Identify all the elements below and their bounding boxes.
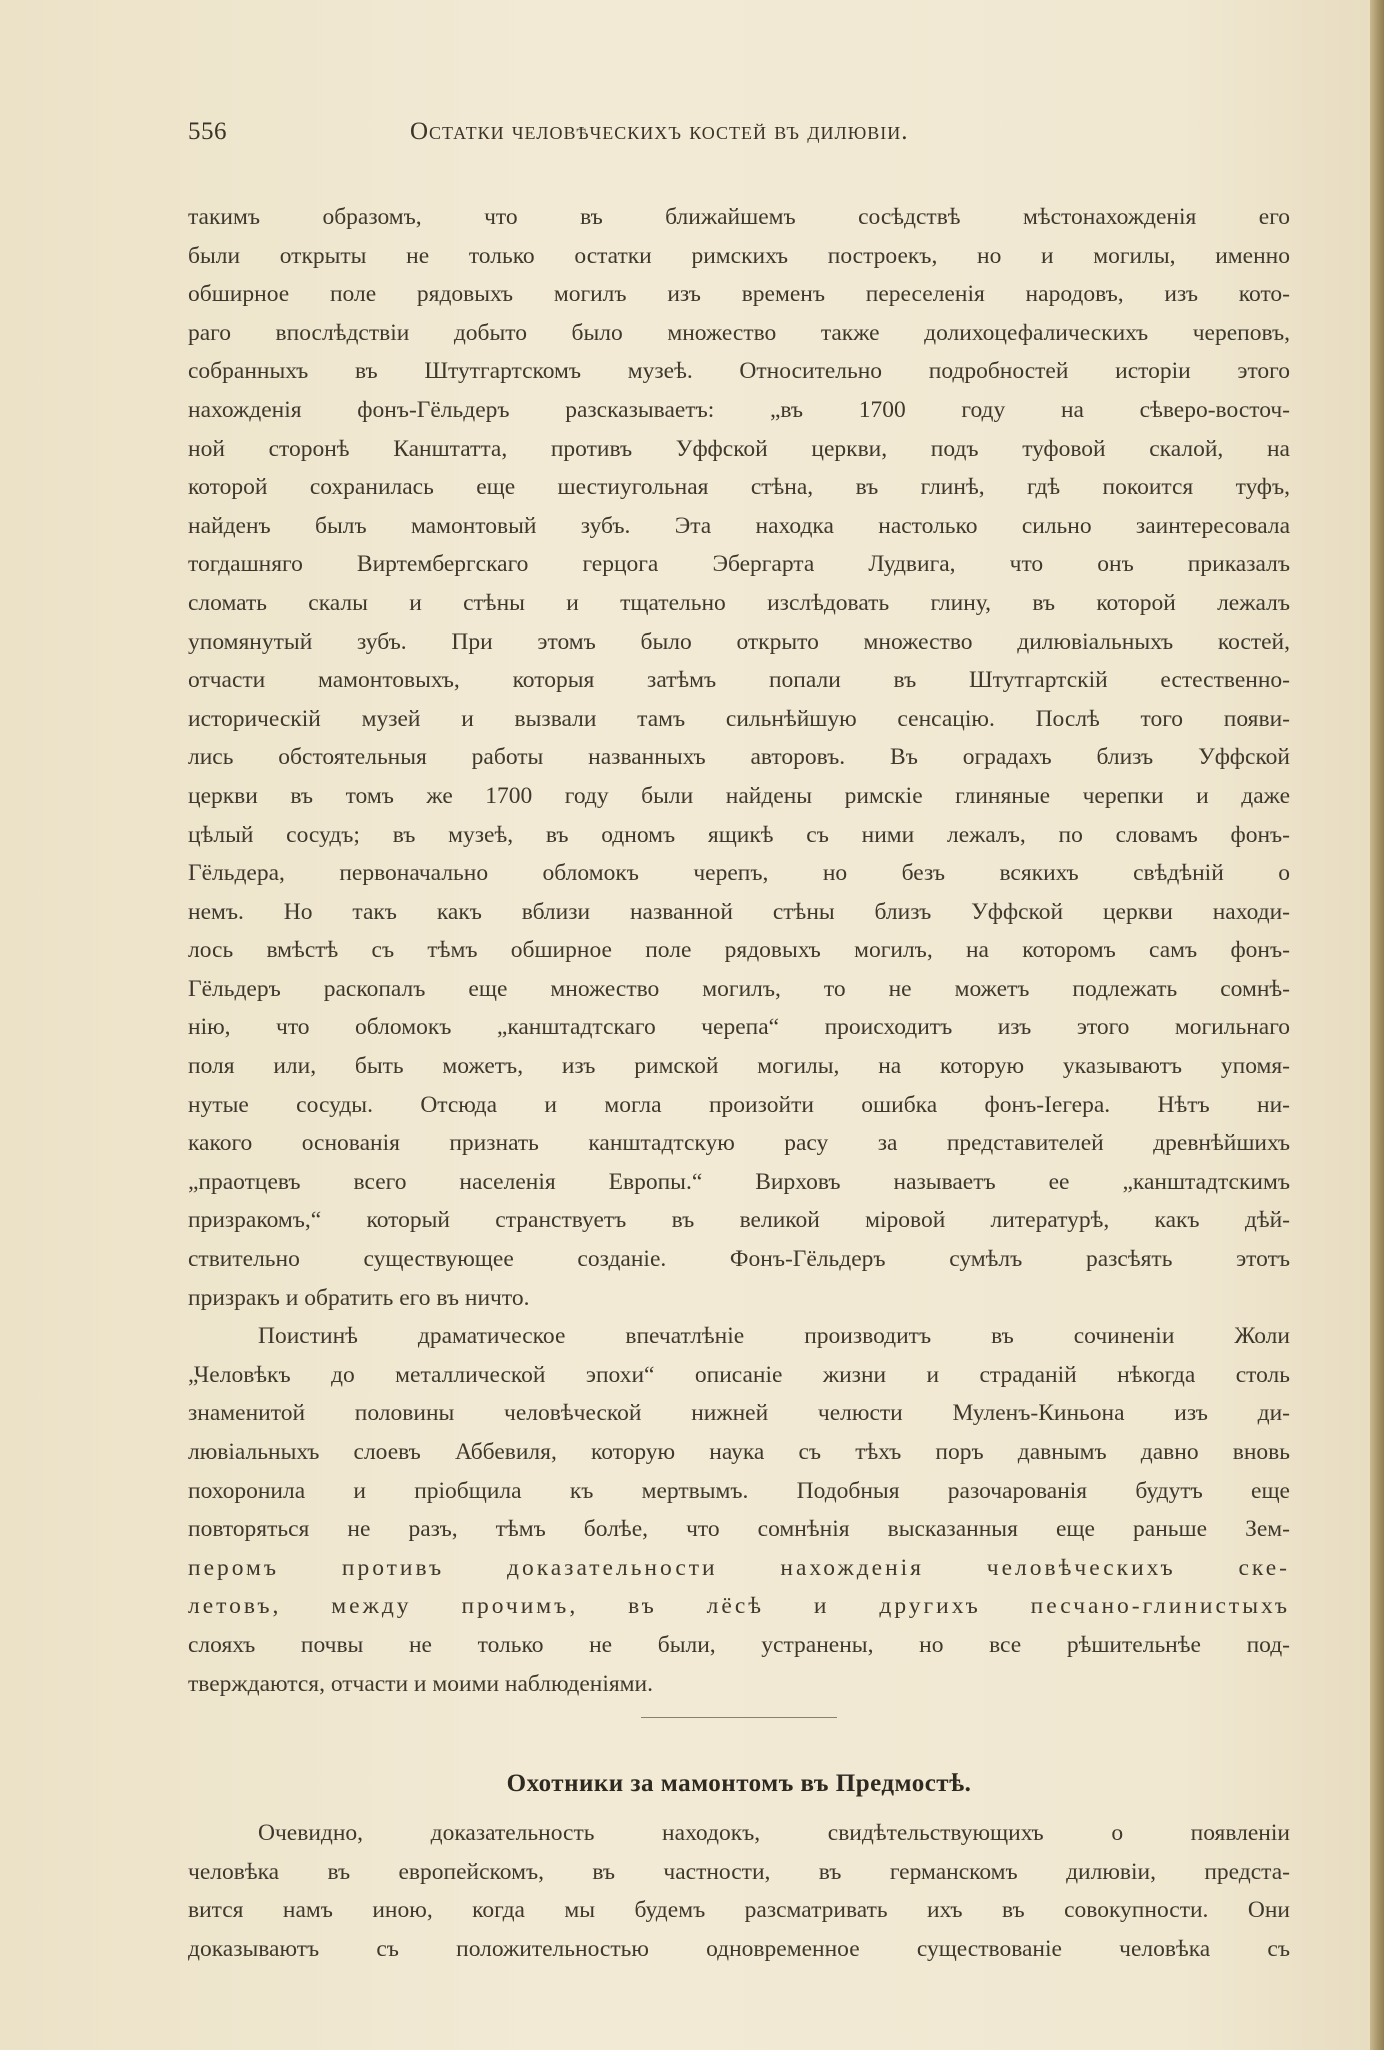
text-line: человѣка въ европейскомъ, въ частности, въ германскомъ дилювіи, предста- bbox=[188, 1858, 1290, 1885]
text-line: лось вмѣстѣ съ тѣмъ обширное поле рядовыхъ могилъ, на которомъ самъ фонъ- bbox=[188, 937, 1290, 964]
page-header bbox=[188, 112, 1288, 152]
text-line: какого основанія признать канштадтскую расу за представителей древнѣйшихъ bbox=[188, 1130, 1290, 1157]
text-line: призракомъ,“ который странствуетъ въ великой міровой литературѣ, какъ дѣй- bbox=[188, 1207, 1290, 1234]
section-divider bbox=[641, 1717, 837, 1718]
text-line: церкви въ томъ же 1700 году были найдены римскіе глиняные черепки и даже bbox=[188, 782, 1290, 809]
text-line: лювіальныхъ слоевъ Аббевиля, которую наука съ тѣхъ поръ давнымъ давно вновь bbox=[188, 1439, 1290, 1465]
page-edge-shadow bbox=[1370, 0, 1384, 2050]
text-line: отчасти мамонтовыхъ, которыя затѣмъ попали въ Штутгартскій естественно- bbox=[188, 667, 1290, 694]
text-line: сломать скалы и стѣны и тщательно изслѣдовать глину, въ которой лежалъ bbox=[188, 589, 1290, 616]
text-line: летовъ, между прочимъ, въ лёсѣ и другихъ песчано-глинистыхъ bbox=[188, 1593, 1290, 1620]
body-text bbox=[188, 198, 1290, 1969]
text-line: лись обстоятельныя работы названныхъ авторовъ. Въ оградахъ близъ Уффской bbox=[188, 744, 1290, 771]
text-line: нахожденія фонъ-Гёльдеръ разсказываетъ: „въ 1700 году на сѣверо-восточ- bbox=[188, 396, 1290, 423]
text-line: найденъ былъ мамонтовый зубъ. Эта находка настолько сильно заинтересовала bbox=[188, 512, 1290, 539]
text-line: тогдашняго Виртембергскаго герцога Эбергарта Лудвига, что онъ приказалъ bbox=[188, 551, 1290, 578]
text-line: историческій музей и вызвали тамъ сильнѣйшую сенсацію. Послѣ того появи- bbox=[188, 705, 1290, 732]
text-line: поля или, быть можетъ, изъ римской могилы, на которую указываютъ упомя- bbox=[188, 1053, 1290, 1080]
section-heading: Охотники за мамонтомъ въ Предмостѣ. bbox=[506, 1770, 972, 1798]
text-line: перомъ противъ доказательности нахожденія человѣческихъ ске- bbox=[188, 1554, 1290, 1581]
text-line: вится намъ иною, когда мы будемъ разсматривать ихъ въ совокупности. Они bbox=[188, 1897, 1290, 1924]
text-line: призракъ и обратить его въ ничто. bbox=[188, 1284, 530, 1311]
text-line: „Человѣкъ до металлической эпохи“ описаніе жизни и страданій нѣкогда столь bbox=[188, 1361, 1290, 1388]
text-line: „праотцевъ всего населенія Европы.“ Вирховъ называетъ ее „канштадтскимъ bbox=[188, 1168, 1290, 1195]
text-line: слояхъ почвы не только не были, устранены, но все рѣшительнѣе под- bbox=[188, 1631, 1290, 1658]
text-line: такимъ образомъ, что въ ближайшемъ сосѣдствѣ мѣстонахожденія его bbox=[188, 204, 1290, 230]
text-line: собранныхъ въ Штутгартскомъ музеѣ. Относительно подробностей исторіи этого bbox=[188, 358, 1290, 385]
text-line: Поистинѣ драматическое впечатлѣніе производитъ въ сочиненіи Жоли bbox=[258, 1323, 1290, 1350]
paragraph-2 bbox=[188, 1317, 1290, 1703]
text-line: доказываютъ съ положительностью одновременное существованіе человѣка съ bbox=[188, 1935, 1290, 1962]
page-number: 556 bbox=[188, 118, 227, 145]
paragraph-1 bbox=[188, 198, 1290, 1317]
text-line: ной сторонѣ Канштатта, противъ Уффской церкви, подъ туфовой скалой, на bbox=[188, 435, 1290, 462]
text-line: которой сохранилась еще шестиугольная стѣна, въ глинѣ, гдѣ покоится туфъ, bbox=[188, 474, 1290, 501]
text-line: Очевидно, доказательность находокъ, свидѣтельствующихъ о появленіи bbox=[258, 1820, 1290, 1847]
text-line: были открыты не только остатки римскихъ построекъ, но и могилы, именно bbox=[188, 242, 1290, 269]
text-line: немъ. Но такъ какъ вблизи названной стѣны близъ Уффской церкви находи- bbox=[188, 898, 1290, 925]
text-line: повторяться не разъ, тѣмъ болѣе, что сомнѣнія высказанныя еще раньше Зем- bbox=[188, 1516, 1290, 1543]
running-title: Остатки человѣческихъ костей въ дилювіи. bbox=[410, 118, 909, 145]
paragraph-3 bbox=[188, 1814, 1290, 1968]
text-line: похоронила и пріобщила къ мертвымъ. Подобныя разочарованія будутъ еще bbox=[188, 1477, 1290, 1504]
text-line: обширное поле рядовыхъ могилъ изъ временъ переселенія народовъ, изъ кото- bbox=[188, 281, 1290, 308]
text-line: нутые сосуды. Отсюда и могла произойти ошибка фонъ-Iегера. Нѣтъ ни- bbox=[188, 1091, 1290, 1118]
text-line: упомянутый зубъ. При этомъ было открыто множество дилювіальныхъ костей, bbox=[188, 628, 1290, 655]
text-line: ствительно существующее созданіе. Фонъ-Гёльдеръ сумѣлъ разсѣять этотъ bbox=[188, 1246, 1290, 1273]
text-line: знаменитой половины человѣческой нижней челюсти Муленъ-Киньона изъ ди- bbox=[188, 1400, 1290, 1427]
text-line: Гёльдеръ раскопалъ еще множество могилъ, то не можетъ подлежать сомнѣ- bbox=[188, 975, 1290, 1002]
text-line: цѣлый сосудъ; въ музеѣ, въ одномъ ящикѣ съ ними лежалъ, по словамъ фонъ- bbox=[188, 821, 1290, 848]
text-line: раго впослѣдствіи добыто было множество также долихоцефалическихъ череповъ, bbox=[188, 319, 1290, 346]
text-line: тверждаются, отчасти и моими наблюденіями. bbox=[188, 1670, 653, 1697]
text-line: Гёльдера, первоначально обломокъ черепъ, но безъ всякихъ свѣдѣній о bbox=[188, 860, 1290, 887]
text-line: нію, что обломокъ „канштадтскаго черепа“ происходитъ изъ этого могильнаго bbox=[188, 1014, 1290, 1041]
